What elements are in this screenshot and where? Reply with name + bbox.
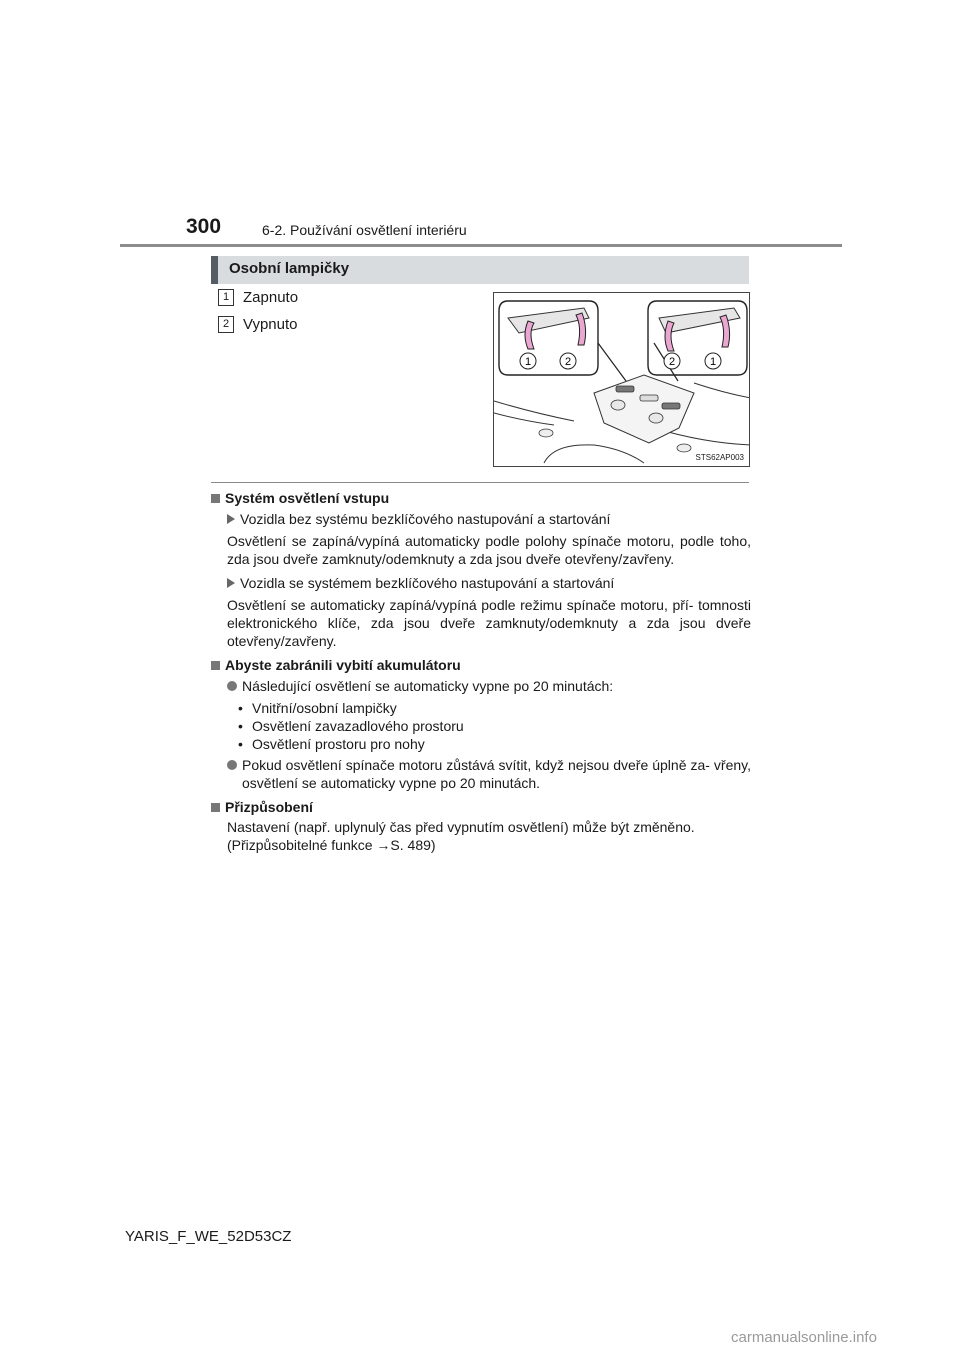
customization-title: Přizpůsobení [225,799,313,815]
battery-heading [211,656,751,674]
section-header [211,256,749,284]
list-item: • Vnitřní/osobní lampičky [238,700,397,716]
square-bullet-icon [211,661,220,670]
entry-case-1-text: Vozidla bez systému bezklíčového nastupování a startování [240,511,611,527]
callout-right-1: 1 [709,356,717,368]
battery-point-2-text: Pokud osvětlení spínače motoru zůstává svítit, když nejsou dveře úplně za- vřeny, osvětlení se automaticky vypne po 20 minutách. [242,757,751,791]
entry-lighting-heading [211,489,751,507]
list-item-text: Osvětlení prostoru pro nohy [252,736,425,752]
section-divider [211,482,749,483]
battery-title: Abyste zabránili vybití akumulátoru [225,657,461,673]
triangle-arrow-icon [227,514,235,524]
entry-text-2: Osvětlení se automaticky zapíná/vypíná podle režimu spínače motoru, pří- tomnosti elektronického klíče, zda jsou dveře zamknuty/odemknuty a zda jsou dveře otevřeny/zavřeny. [227,597,751,649]
square-bullet-icon [211,494,220,503]
battery-list [211,699,751,753]
customization-heading [211,798,751,816]
numbered-item-on [218,289,298,306]
numbered-item-label: Vypnuto [243,316,298,333]
document-code: YARIS_F_WE_52D53CZ [125,1228,292,1245]
customization-text-2: (Přizpůsobitelné funkce →S. 489) [227,837,436,853]
section-header-title: Osobní lampičky [229,260,350,277]
number-badge: 1 [218,289,234,306]
section-title: 6-2. Používání osvětlení interiéru [262,222,467,238]
watermark: carmanualsonline.info [731,1329,877,1346]
list-item: • Osvětlení prostoru pro nohy [238,736,425,752]
callout-right-2: 2 [668,356,676,368]
entry-case-1 [211,510,751,528]
entry-text-1: Osvětlení se zapíná/vypíná automaticky podle polohy spínače motoru, podle toho, zda jsou dveře zamknuty/odemknuty a zda jsou dveře otevřeny/zavřeny. [227,533,751,567]
lamp-illustration [493,292,750,467]
dot-bullet-icon [227,760,237,770]
numbered-item-label: Zapnuto [243,289,299,306]
triangle-arrow-icon [227,578,235,588]
battery-point-1-text: Následující osvětlení se automaticky vypne po 20 minutách: [242,678,614,694]
number-badge: 2 [218,316,234,333]
entry-case-2-text: Vozidla se systémem bezklíčového nastupování a startování [240,575,615,591]
entry-lighting-title: Systém osvětlení vstupu [225,490,390,506]
content-body [211,489,751,854]
battery-point-2 [211,756,751,792]
page-number: 300 [186,215,222,238]
dot-bullet-icon [227,681,237,691]
list-item-text: Vnitřní/osobní lampičky [252,700,397,716]
list-item-text: Osvětlení zavazadlového prostoru [252,718,464,734]
figure-code: STS62AP003 [695,453,744,462]
battery-point-1 [211,677,751,695]
customization-text-1: Nastavení (např. uplynulý čas před vypnutím osvětlení) může být změněno. [227,819,695,835]
callout-left-2: 2 [564,356,572,368]
entry-case-2 [211,574,751,592]
section-header-bar [211,256,218,284]
numbered-item-off [218,316,298,333]
square-bullet-icon [211,803,220,812]
header-divider [120,244,842,247]
callout-left-1: 1 [524,356,532,368]
list-item: • Osvětlení zavazadlového prostoru [238,718,464,734]
